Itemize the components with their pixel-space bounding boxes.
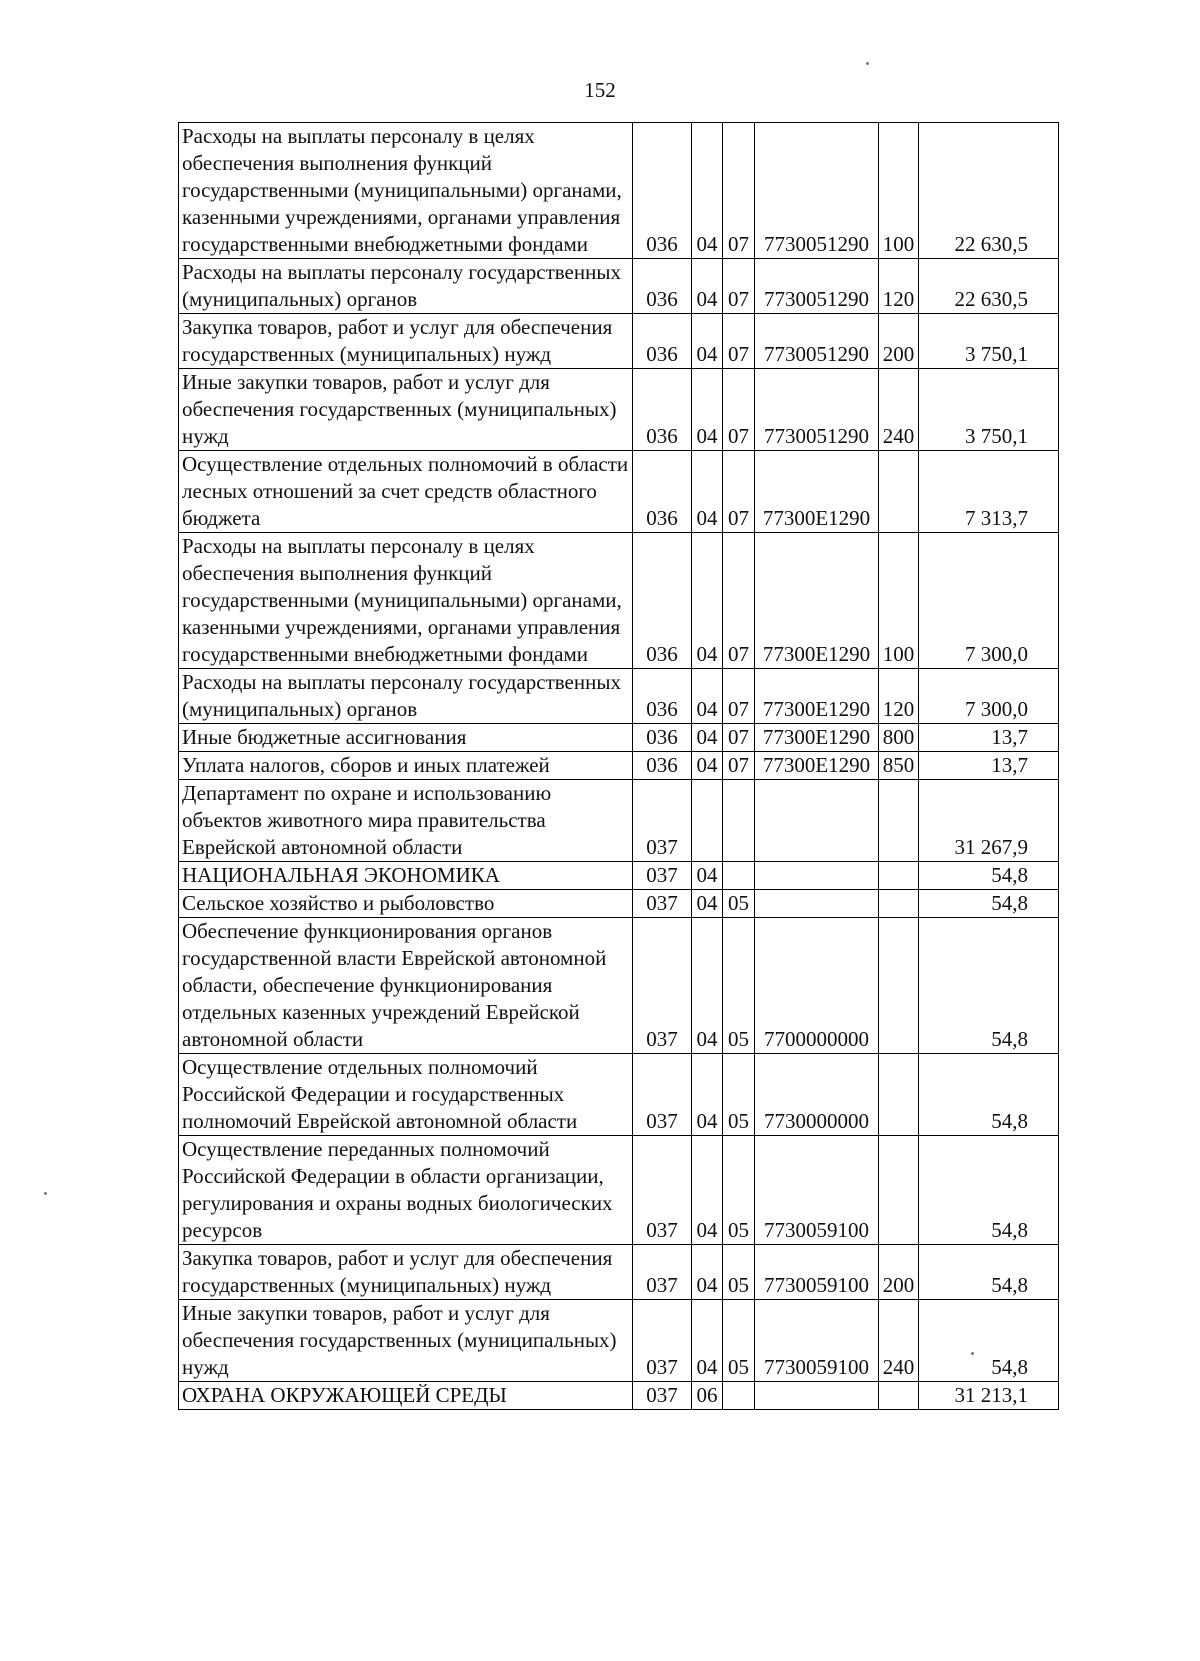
ministry-code-cell: 036	[633, 259, 692, 314]
row-name-cell: Иные бюджетные ассигнования	[179, 724, 633, 752]
row-name-cell: Уплата налогов, сборов и иных платежей	[179, 752, 633, 780]
expense-type-cell	[879, 451, 919, 533]
target-article-cell: 7730059100	[755, 1245, 879, 1300]
subsection-code-cell: 05	[723, 890, 755, 918]
page-number: 152	[584, 78, 616, 102]
subsection-code-cell	[723, 780, 755, 862]
target-article-cell: 7700000000	[755, 918, 879, 1054]
expense-type-cell: 240	[879, 369, 919, 451]
subsection-code-cell: 07	[723, 724, 755, 752]
ministry-code-cell: 036	[633, 369, 692, 451]
subsection-code-cell: 05	[723, 1245, 755, 1300]
expense-type-cell	[879, 918, 919, 1054]
section-code-cell	[692, 780, 723, 862]
target-article-cell: 7730059100	[755, 1136, 879, 1245]
amount-cell: 54,8	[919, 1245, 1059, 1300]
target-article-cell: 77300E1290	[755, 752, 879, 780]
section-code-cell: 04	[692, 533, 723, 669]
expense-type-cell	[879, 1054, 919, 1136]
table-row	[179, 259, 1059, 314]
target-article-cell: 7730059100	[755, 1300, 879, 1382]
amount-cell: 54,8	[919, 890, 1059, 918]
expense-type-cell	[879, 1382, 919, 1410]
ministry-code-cell: 036	[633, 533, 692, 669]
expense-type-cell	[879, 1136, 919, 1245]
subsection-code-cell	[723, 1382, 755, 1410]
table-row	[179, 533, 1059, 669]
row-name-cell: НАЦИОНАЛЬНАЯ ЭКОНОМИКА	[179, 862, 633, 890]
table-row	[179, 724, 1059, 752]
ministry-code-cell: 037	[633, 890, 692, 918]
subsection-code-cell: 05	[723, 1300, 755, 1382]
ministry-code-cell: 036	[633, 451, 692, 533]
amount-cell: 7 300,0	[919, 533, 1059, 669]
table-row	[179, 1382, 1059, 1410]
amount-cell: 7 313,7	[919, 451, 1059, 533]
expense-type-cell: 850	[879, 752, 919, 780]
subsection-code-cell	[723, 862, 755, 890]
subsection-code-cell: 05	[723, 1054, 755, 1136]
row-name-cell: Расходы на выплаты персоналу государственных (муниципальных) органов	[179, 259, 633, 314]
section-code-cell: 04	[692, 123, 723, 259]
table-row	[179, 669, 1059, 724]
subsection-code-cell: 05	[723, 1136, 755, 1245]
subsection-code-cell: 07	[723, 123, 755, 259]
row-name-cell: Закупка товаров, работ и услуг для обеспечения государственных (муниципальных) нужд	[179, 1245, 633, 1300]
ministry-code-cell: 037	[633, 1382, 692, 1410]
section-code-cell: 04	[692, 314, 723, 369]
row-name-cell: Расходы на выплаты персоналу государственных (муниципальных) органов	[179, 669, 633, 724]
expense-type-cell	[879, 862, 919, 890]
amount-cell: 54,8	[919, 918, 1059, 1054]
table-row	[179, 918, 1059, 1054]
expense-type-cell	[879, 780, 919, 862]
budget-table	[178, 122, 1059, 1410]
expense-type-cell: 120	[879, 669, 919, 724]
subsection-code-cell: 07	[723, 533, 755, 669]
row-name-cell: Осуществление отдельных полномочий Российской Федерации и государственных полномочий Еврейской автономной области	[179, 1054, 633, 1136]
subsection-code-cell: 07	[723, 451, 755, 533]
row-name-cell: Закупка товаров, работ и услуг для обеспечения государственных (муниципальных) нужд	[179, 314, 633, 369]
section-code-cell: 04	[692, 752, 723, 780]
table-row	[179, 451, 1059, 533]
target-article-cell: 7730000000	[755, 1054, 879, 1136]
row-name-cell: Сельское хозяйство и рыболовство	[179, 890, 633, 918]
row-name-cell: Иные закупки товаров, работ и услуг для обеспечения государственных (муниципальных) нужд	[179, 1300, 633, 1382]
target-article-cell: 77300E1290	[755, 669, 879, 724]
section-code-cell: 04	[692, 259, 723, 314]
row-name-cell: Осуществление переданных полномочий Российской Федерации в области организации, регулирования и охраны водных биологических ресурсов	[179, 1136, 633, 1245]
subsection-code-cell: 07	[723, 369, 755, 451]
amount-cell: 22 630,5	[919, 259, 1059, 314]
section-code-cell: 04	[692, 1300, 723, 1382]
row-name-cell: ОХРАНА ОКРУЖАЮЩЕЙ СРЕДЫ	[179, 1382, 633, 1410]
target-article-cell: 77300E1290	[755, 533, 879, 669]
budget-table-body	[179, 123, 1059, 1410]
amount-cell: 7 300,0	[919, 669, 1059, 724]
table-row	[179, 369, 1059, 451]
target-article-cell	[755, 862, 879, 890]
amount-cell: 22 630,5	[919, 123, 1059, 259]
table-row	[179, 780, 1059, 862]
ministry-code-cell: 037	[633, 918, 692, 1054]
target-article-cell: 7730051290	[755, 259, 879, 314]
expense-type-cell: 200	[879, 314, 919, 369]
section-code-cell: 04	[692, 1245, 723, 1300]
ministry-code-cell: 037	[633, 1136, 692, 1245]
amount-cell: 13,7	[919, 752, 1059, 780]
table-row	[179, 1136, 1059, 1245]
amount-cell: 54,8	[919, 862, 1059, 890]
subsection-code-cell: 07	[723, 669, 755, 724]
row-name-cell: Иные закупки товаров, работ и услуг для обеспечения государственных (муниципальных) нужд	[179, 369, 633, 451]
amount-cell: 54,8	[919, 1136, 1059, 1245]
amount-cell: 54,8	[919, 1054, 1059, 1136]
amount-cell: 13,7	[919, 724, 1059, 752]
subsection-code-cell: 07	[723, 752, 755, 780]
ministry-code-cell: 037	[633, 862, 692, 890]
section-code-cell: 06	[692, 1382, 723, 1410]
ministry-code-cell: 037	[633, 780, 692, 862]
expense-type-cell: 120	[879, 259, 919, 314]
table-row	[179, 123, 1059, 259]
table-row	[179, 752, 1059, 780]
scan-speck	[866, 62, 869, 65]
target-article-cell: 77300E1290	[755, 724, 879, 752]
row-name-cell: Расходы на выплаты персоналу в целях обеспечения выполнения функций государственными (муниципальными) органами, казенными учреждениями, органами управления государственными внебюджетными фондами	[179, 533, 633, 669]
table-row	[179, 1300, 1059, 1382]
section-code-cell: 04	[692, 1054, 723, 1136]
section-code-cell: 04	[692, 724, 723, 752]
row-name-cell: Осуществление отдельных полномочий в области лесных отношений за счет средств областного бюджета	[179, 451, 633, 533]
expense-type-cell: 800	[879, 724, 919, 752]
subsection-code-cell: 05	[723, 918, 755, 1054]
expense-type-cell: 200	[879, 1245, 919, 1300]
table-row	[179, 1054, 1059, 1136]
table-row	[179, 862, 1059, 890]
target-article-cell: 7730051290	[755, 369, 879, 451]
target-article-cell: 7730051290	[755, 123, 879, 259]
target-article-cell	[755, 780, 879, 862]
row-name-cell: Департамент по охране и использованию объектов животного мира правительства Еврейской автономной области	[179, 780, 633, 862]
subsection-code-cell: 07	[723, 314, 755, 369]
ministry-code-cell: 036	[633, 724, 692, 752]
scan-speck	[971, 1352, 974, 1355]
section-code-cell: 04	[692, 369, 723, 451]
expense-type-cell: 100	[879, 123, 919, 259]
section-code-cell: 04	[692, 1136, 723, 1245]
ministry-code-cell: 036	[633, 669, 692, 724]
scan-speck	[44, 1192, 47, 1195]
ministry-code-cell: 037	[633, 1245, 692, 1300]
section-code-cell: 04	[692, 918, 723, 1054]
table-row	[179, 1245, 1059, 1300]
amount-cell: 3 750,1	[919, 314, 1059, 369]
expense-type-cell	[879, 890, 919, 918]
target-article-cell	[755, 890, 879, 918]
amount-cell: 31 213,1	[919, 1382, 1059, 1410]
amount-cell: 3 750,1	[919, 369, 1059, 451]
row-name-cell: Обеспечение функционирования органов государственной власти Еврейской автономной области, обеспечение функционирования отдельных казенных учреждений Еврейской автономной области	[179, 918, 633, 1054]
amount-cell: 31 267,9	[919, 780, 1059, 862]
expense-type-cell: 100	[879, 533, 919, 669]
ministry-code-cell: 037	[633, 1300, 692, 1382]
ministry-code-cell: 036	[633, 123, 692, 259]
target-article-cell	[755, 1382, 879, 1410]
expense-type-cell: 240	[879, 1300, 919, 1382]
amount-cell: 54,8	[919, 1300, 1059, 1382]
table-row	[179, 890, 1059, 918]
section-code-cell: 04	[692, 669, 723, 724]
section-code-cell: 04	[692, 451, 723, 533]
section-code-cell: 04	[692, 862, 723, 890]
table-row	[179, 314, 1059, 369]
target-article-cell: 7730051290	[755, 314, 879, 369]
target-article-cell: 77300E1290	[755, 451, 879, 533]
ministry-code-cell: 036	[633, 314, 692, 369]
ministry-code-cell: 036	[633, 752, 692, 780]
row-name-cell: Расходы на выплаты персоналу в целях обеспечения выполнения функций государственными (муниципальными) органами, казенными учреждениями, органами управления государственными внебюджетными фондами	[179, 123, 633, 259]
section-code-cell: 04	[692, 890, 723, 918]
ministry-code-cell: 037	[633, 1054, 692, 1136]
subsection-code-cell: 07	[723, 259, 755, 314]
